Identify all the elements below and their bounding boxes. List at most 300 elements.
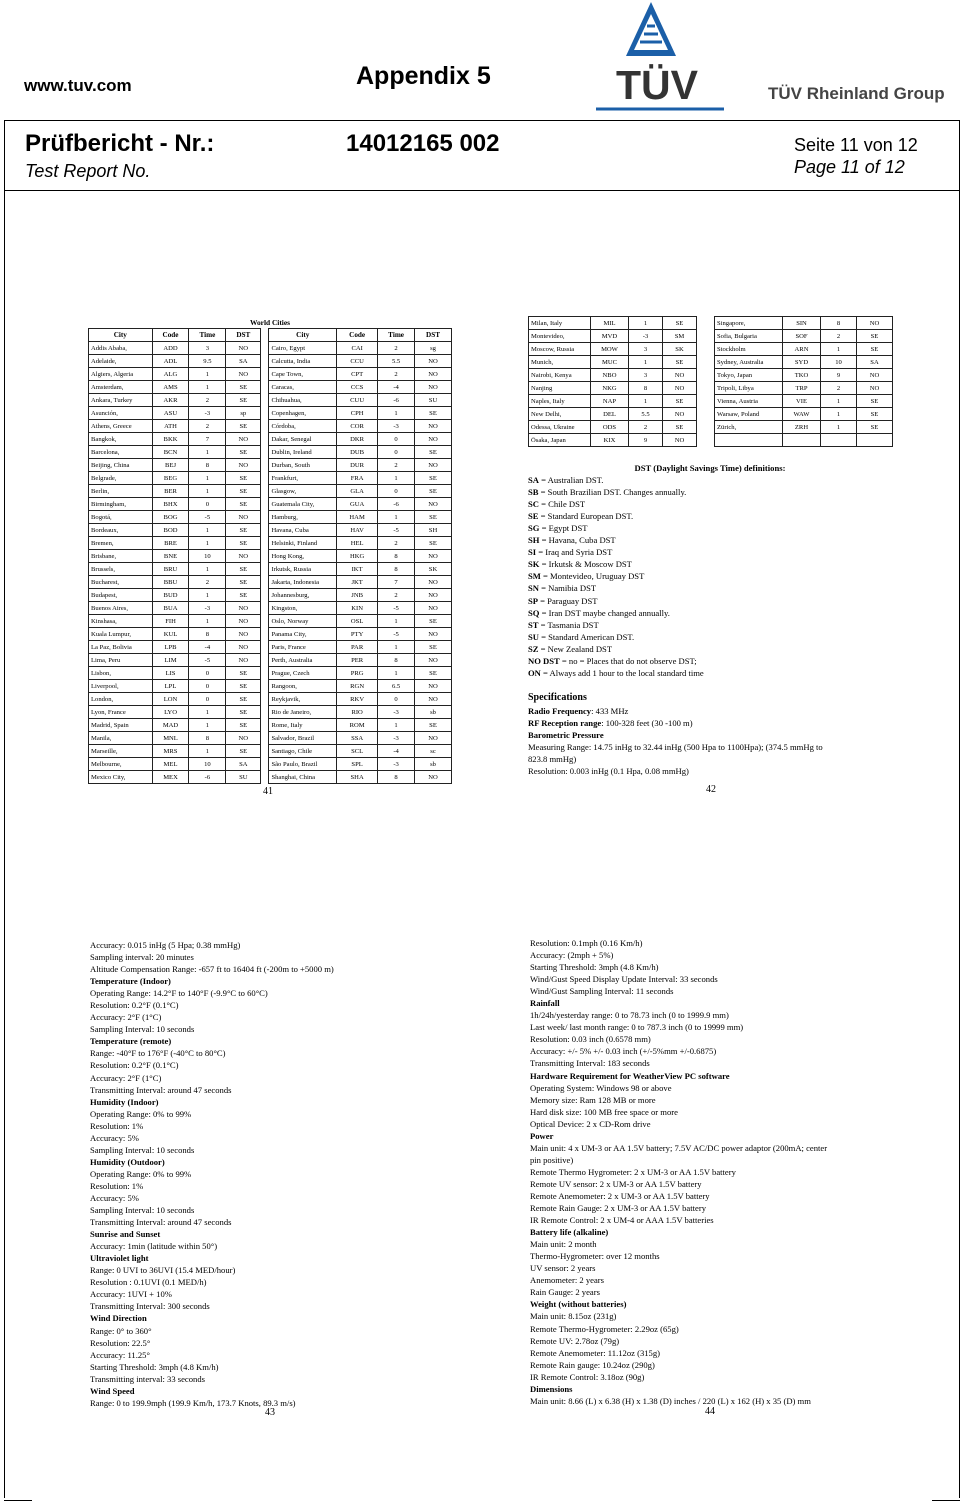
code-cell: LIM bbox=[152, 654, 189, 667]
line-text: Remote Rain Gauge: 2 x UM-3 or AA 1.5V battery bbox=[530, 1203, 706, 1214]
table-row bbox=[89, 407, 452, 420]
dst-cell: NO bbox=[226, 433, 261, 446]
line-text: Resolution: 1% bbox=[90, 1120, 144, 1131]
code-cell: KIN bbox=[337, 602, 378, 615]
line-text: Starting Threshold: 3mph (4.8 Km/h) bbox=[90, 1361, 219, 1372]
line-text: Resolution: 0.2°F (0.1°C) bbox=[90, 1000, 179, 1011]
code-cell: BEJ bbox=[152, 459, 189, 472]
time-cell: 2 bbox=[378, 342, 415, 355]
dst-cell: NO bbox=[226, 615, 261, 628]
dst-cell: SA bbox=[857, 356, 893, 369]
spec-line bbox=[530, 1395, 920, 1407]
dst-cell: SU bbox=[226, 771, 261, 784]
city-cell: Calcutta, India bbox=[269, 355, 337, 368]
dst-cell: NO bbox=[663, 434, 697, 447]
time-cell: -5 bbox=[378, 602, 415, 615]
line-text: Remote Rain gauge: 10.24oz (290g) bbox=[530, 1359, 655, 1370]
code-cell: CCU bbox=[337, 355, 378, 368]
spec-line bbox=[528, 729, 892, 741]
city-cell: Bremen, bbox=[89, 537, 153, 550]
website-url: www.tuv.com bbox=[24, 76, 132, 95]
table-row bbox=[89, 342, 452, 355]
dst-cell: NO bbox=[415, 602, 452, 615]
city-cell: Bangkok, bbox=[89, 433, 153, 446]
spec-line bbox=[90, 1120, 470, 1132]
city-cell: Warsaw, Poland bbox=[715, 408, 783, 421]
dst-cell: NO bbox=[415, 654, 452, 667]
spec-line bbox=[90, 1264, 470, 1276]
table-row bbox=[529, 395, 893, 408]
table-row bbox=[89, 667, 452, 680]
line-text: Range: 0 UVI to 36UVI (15.4 MED/hour) bbox=[90, 1265, 236, 1276]
spec-line bbox=[530, 1286, 920, 1298]
dst-cell: SK bbox=[663, 343, 697, 356]
col-code: Code bbox=[152, 329, 189, 342]
city-cell: Kingston, bbox=[269, 602, 337, 615]
time-cell: -5 bbox=[189, 654, 226, 667]
dst-definition bbox=[528, 498, 892, 510]
time-cell: 8 bbox=[378, 550, 415, 563]
line-text: : 433 MHz bbox=[591, 705, 629, 716]
city-cell: Irkutsk, Russia bbox=[269, 563, 337, 576]
time-cell: 0 bbox=[378, 485, 415, 498]
code-cell: SIN bbox=[783, 317, 821, 330]
line-text: Last week/ last month range: 0 to 787.3 inch (0 to 19999 mm) bbox=[530, 1022, 744, 1033]
dst-cell: NO bbox=[415, 771, 452, 784]
table-row bbox=[529, 356, 893, 369]
spec-line bbox=[90, 987, 470, 999]
spec-line bbox=[90, 1059, 470, 1071]
line-text: Resolution: 0.2°F (0.1°C) bbox=[90, 1060, 179, 1071]
line-label: Weight (without batteries) bbox=[530, 1299, 627, 1310]
line-text: : 100-328 feet (30 -100 m) bbox=[601, 717, 693, 728]
spec-line bbox=[528, 753, 892, 765]
spec-line bbox=[90, 1385, 470, 1397]
spec-line bbox=[530, 1178, 920, 1190]
city-cell: Caracas, bbox=[269, 381, 337, 394]
line-text: Starting Threshold: 3mph (4.8 Km/h) bbox=[530, 962, 659, 973]
code-cell: BRU bbox=[152, 563, 189, 576]
city-cell: Berlin, bbox=[89, 485, 153, 498]
spec-line bbox=[530, 1323, 920, 1335]
spec-line bbox=[90, 1312, 470, 1324]
city-cell: Guatemala City, bbox=[269, 498, 337, 511]
line-text: Accuracy: 2°F (1°C) bbox=[90, 1072, 162, 1083]
dst-cell: SE bbox=[415, 446, 452, 459]
spec-line bbox=[90, 1373, 470, 1385]
time-cell: 8 bbox=[378, 771, 415, 784]
line-label: ST bbox=[528, 619, 539, 630]
spec-line bbox=[90, 1337, 470, 1349]
dst-cell: NO bbox=[226, 732, 261, 745]
spec-line bbox=[530, 973, 920, 985]
time-cell: -6 bbox=[378, 498, 415, 511]
code-cell: BER bbox=[152, 485, 189, 498]
code-cell: ROM bbox=[337, 719, 378, 732]
spec-line bbox=[90, 1361, 470, 1373]
code-cell: FIH bbox=[152, 615, 189, 628]
time-cell: 2 bbox=[821, 382, 857, 395]
dst-cell: SE bbox=[226, 719, 261, 732]
dst-cell: SE bbox=[857, 330, 893, 343]
code-cell: BNE bbox=[152, 550, 189, 563]
city-cell: Asunción, bbox=[89, 407, 153, 420]
line-text: Accuracy: 5% bbox=[90, 1132, 139, 1143]
spec-line bbox=[530, 1106, 920, 1118]
spec-line bbox=[530, 1310, 920, 1322]
dst-definition bbox=[528, 631, 892, 643]
table-row bbox=[529, 369, 893, 382]
time-cell: 9 bbox=[821, 369, 857, 382]
dst-cell: NO bbox=[857, 317, 893, 330]
time-cell: 8 bbox=[378, 563, 415, 576]
table-row bbox=[89, 706, 452, 719]
spec-line bbox=[90, 1156, 470, 1168]
time-cell: 8 bbox=[629, 382, 663, 395]
dst-cell: SE bbox=[226, 524, 261, 537]
dst-cell: NO bbox=[226, 342, 261, 355]
spec-line bbox=[530, 937, 920, 949]
city-cell: São Paulo, Brazil bbox=[269, 758, 337, 771]
line-text: Accuracy: 11.25° bbox=[90, 1349, 150, 1360]
time-cell: 5.5 bbox=[378, 355, 415, 368]
line-text: IR Remote Control: 2 x UM-4 or AAA 1.5V batteries bbox=[530, 1215, 714, 1226]
time-cell: 1 bbox=[378, 407, 415, 420]
city-cell: Zürich, bbox=[715, 421, 783, 434]
dst-cell: sg bbox=[415, 342, 452, 355]
dst-cell: SK bbox=[415, 563, 452, 576]
city-cell: Odessa, Ukraine bbox=[529, 421, 591, 434]
spec-line bbox=[530, 1070, 920, 1082]
city-cell: Liverpool, bbox=[89, 680, 153, 693]
city-cell: Bordeaux, bbox=[89, 524, 153, 537]
spec-line bbox=[90, 939, 470, 951]
line-label: Ultraviolet light bbox=[90, 1253, 149, 1264]
dst-cell: NO bbox=[663, 408, 697, 421]
dst-cell: SE bbox=[226, 446, 261, 459]
table-row bbox=[89, 472, 452, 485]
time-cell: 2 bbox=[378, 589, 415, 602]
dst-cell: NO bbox=[226, 602, 261, 615]
dst-definition bbox=[528, 582, 892, 594]
time-cell: 1 bbox=[821, 421, 857, 434]
time-cell: 2 bbox=[629, 421, 663, 434]
time-cell: -3 bbox=[378, 758, 415, 771]
spec-line bbox=[90, 1035, 470, 1047]
code-cell: BOD bbox=[152, 524, 189, 537]
dst-cell: SE bbox=[415, 537, 452, 550]
spec-line bbox=[530, 1238, 920, 1250]
line-text: = South Brazilian DST. Changes annually. bbox=[538, 487, 687, 498]
code-cell: MAD bbox=[152, 719, 189, 732]
table-row bbox=[529, 408, 893, 421]
spec-line bbox=[90, 1216, 470, 1228]
line-text: = Irkutsk & Moscow DST bbox=[539, 559, 632, 570]
time-cell: 1 bbox=[378, 719, 415, 732]
dst-cell: NO bbox=[415, 628, 452, 641]
dst-cell: NO bbox=[415, 381, 452, 394]
line-label: SQ bbox=[528, 607, 540, 618]
spec-line bbox=[530, 1166, 920, 1178]
city-cell: Helsinki, Finland bbox=[269, 537, 337, 550]
logo-text: TÜV bbox=[616, 62, 698, 108]
dst-cell: NO bbox=[415, 693, 452, 706]
dst-cell: SE bbox=[226, 472, 261, 485]
city-cell: Addis Ababa, bbox=[89, 342, 153, 355]
dst-cell: NO bbox=[415, 433, 452, 446]
dst-cell: NO bbox=[415, 420, 452, 433]
line-label: Wind Direction bbox=[90, 1313, 147, 1324]
code-cell: CCS bbox=[337, 381, 378, 394]
spec-line bbox=[90, 1168, 470, 1180]
line-label: SP bbox=[528, 595, 539, 606]
line-text: Operating Range: 0% to 99% bbox=[90, 1108, 192, 1119]
code-cell: HKG bbox=[337, 550, 378, 563]
city-cell bbox=[715, 434, 783, 447]
dst-cell: SA bbox=[226, 758, 261, 771]
dst-cell: NO bbox=[226, 511, 261, 524]
line-text: Resolution : 0.1UVI (0.1 MED/h) bbox=[90, 1277, 207, 1288]
city-cell: London, bbox=[89, 693, 153, 706]
spec-line bbox=[530, 1190, 920, 1202]
spec-line bbox=[530, 1057, 920, 1069]
time-cell: -3 bbox=[189, 407, 226, 420]
table-row bbox=[89, 355, 452, 368]
dst-cell: SE bbox=[415, 667, 452, 680]
time-cell: -5 bbox=[189, 511, 226, 524]
city-cell: Lima, Peru bbox=[89, 654, 153, 667]
line-text: Operating Range: 0% to 99% bbox=[90, 1168, 192, 1179]
group-name: TÜV Rheinland Group bbox=[768, 84, 945, 103]
line-text: Range: 0° to 360° bbox=[90, 1325, 152, 1336]
dst-cell: NO bbox=[415, 459, 452, 472]
dst-cell: NO bbox=[415, 680, 452, 693]
city-cell: Stockholm bbox=[715, 343, 783, 356]
code-cell: CUU bbox=[337, 394, 378, 407]
specifications-title: Specifications bbox=[528, 691, 587, 703]
line-text: Remote Thermo-Hygrometer: 2.29oz (65g) bbox=[530, 1323, 679, 1334]
city-cell: Adelaide, bbox=[89, 355, 153, 368]
line-text: = Iran DST maybe changed annually. bbox=[539, 607, 670, 618]
code-cell: RKV bbox=[337, 693, 378, 706]
spec-line bbox=[530, 1226, 920, 1238]
city-cell: Sofia, Bulgaria bbox=[715, 330, 783, 343]
tuv-logo bbox=[596, 0, 736, 115]
page-42 bbox=[528, 316, 892, 777]
line-text: = Chile DST bbox=[539, 499, 586, 510]
code-cell: MOW bbox=[591, 343, 629, 356]
table-row bbox=[89, 446, 452, 459]
spec-line bbox=[530, 1154, 920, 1166]
code-cell: ZRH bbox=[783, 421, 821, 434]
city-cell: Dakar, Senegal bbox=[269, 433, 337, 446]
line-text: = Iraq and Syria DST bbox=[536, 547, 613, 558]
dst-cell: SE bbox=[226, 589, 261, 602]
line-text: = Montevideo, Uruguay DST bbox=[540, 571, 645, 582]
spec-line bbox=[530, 1021, 920, 1033]
table-row bbox=[89, 693, 452, 706]
line-label: SE bbox=[528, 511, 539, 522]
time-cell: 1 bbox=[378, 472, 415, 485]
city-cell: Barcelona, bbox=[89, 446, 153, 459]
report-number: 14012165 002 bbox=[346, 130, 500, 157]
city-cell: Córdoba, bbox=[269, 420, 337, 433]
line-text: Accuracy: 1min (latitude within 50°) bbox=[90, 1241, 218, 1252]
city-cell: Bogotá, bbox=[89, 511, 153, 524]
code-cell: IKT bbox=[337, 563, 378, 576]
line-text: Transmitting Interval: around 47 seconds bbox=[90, 1084, 232, 1095]
time-cell: 0 bbox=[378, 433, 415, 446]
time-cell: -4 bbox=[378, 745, 415, 758]
dst-cell: sc bbox=[415, 745, 452, 758]
time-cell: 3 bbox=[189, 342, 226, 355]
city-cell: Nairobi, Kenya bbox=[529, 369, 591, 382]
spec-line bbox=[530, 1335, 920, 1347]
time-cell: 1 bbox=[189, 524, 226, 537]
time-cell: 1 bbox=[189, 472, 226, 485]
dst-cell: NO bbox=[857, 369, 893, 382]
code-cell: MEL bbox=[152, 758, 189, 771]
time-cell: 9.5 bbox=[189, 355, 226, 368]
code-cell: PAR bbox=[337, 641, 378, 654]
city-cell: Rome, Italy bbox=[269, 719, 337, 732]
city-cell: Birmingham, bbox=[89, 498, 153, 511]
time-cell: 1 bbox=[189, 719, 226, 732]
dst-cell: SE bbox=[663, 356, 697, 369]
code-cell: LYO bbox=[152, 706, 189, 719]
appendix-title: Appendix 5 bbox=[356, 62, 491, 90]
line-text: Accuracy: (2mph + 5%) bbox=[530, 950, 614, 961]
code-cell: RIO bbox=[337, 706, 378, 719]
time-cell: 1 bbox=[821, 408, 857, 421]
line-label: Battery life (alkaline) bbox=[530, 1227, 609, 1238]
dst-definition bbox=[528, 667, 892, 679]
time-cell: 2 bbox=[378, 537, 415, 550]
line-text: Resolution: 1% bbox=[90, 1180, 144, 1191]
city-cell: Buenos Aires, bbox=[89, 602, 153, 615]
code-cell: LIS bbox=[152, 667, 189, 680]
spec-line bbox=[90, 1023, 470, 1035]
line-text: Memory size: Ram 128 MB or more bbox=[530, 1094, 656, 1105]
city-cell: Athens, Greece bbox=[89, 420, 153, 433]
table-row bbox=[89, 771, 452, 784]
table-row bbox=[89, 732, 452, 745]
code-cell: TRP bbox=[783, 382, 821, 395]
time-cell: -3 bbox=[378, 706, 415, 719]
city-cell: Melbourne, bbox=[89, 758, 153, 771]
line-text: Main unit: 2 month bbox=[530, 1239, 597, 1250]
dst-cell: NO bbox=[415, 732, 452, 745]
dst-cell: SE bbox=[226, 576, 261, 589]
line-label: SH bbox=[528, 535, 540, 546]
dst-definition bbox=[528, 534, 892, 546]
line-text: Resolution: 0.003 inHg (0.1 Hpa, 0.08 mmHg) bbox=[528, 766, 689, 777]
line-text: = Namibia DST bbox=[539, 583, 597, 594]
spec-line bbox=[530, 1383, 920, 1395]
city-cell: Nanjing bbox=[529, 382, 591, 395]
city-cell: Perth, Australia bbox=[269, 654, 337, 667]
table-row bbox=[89, 615, 452, 628]
spec-line bbox=[90, 1228, 470, 1240]
table-row bbox=[89, 680, 452, 693]
triangle-logo-icon bbox=[626, 2, 676, 56]
spec-line bbox=[530, 1142, 920, 1154]
spec-line bbox=[530, 1274, 920, 1286]
time-cell: 1 bbox=[189, 745, 226, 758]
line-label: SB bbox=[528, 487, 539, 498]
code-cell: BOG bbox=[152, 511, 189, 524]
dst-definition bbox=[528, 643, 892, 655]
dst-cell: SE bbox=[226, 537, 261, 550]
code-cell: SOF bbox=[783, 330, 821, 343]
time-cell: 8 bbox=[189, 459, 226, 472]
code-cell: SHA bbox=[337, 771, 378, 784]
line-text: Sampling Interval: 10 seconds bbox=[90, 1144, 195, 1155]
code-cell: JNB bbox=[337, 589, 378, 602]
dst-cell: SE bbox=[415, 472, 452, 485]
time-cell: 1 bbox=[189, 381, 226, 394]
time-cell: -4 bbox=[378, 381, 415, 394]
table-row bbox=[89, 381, 452, 394]
page-number-42: 42 bbox=[706, 784, 716, 795]
code-cell: SCL bbox=[337, 745, 378, 758]
time-cell: -3 bbox=[378, 732, 415, 745]
col-time: Time bbox=[189, 329, 226, 342]
city-cell: Manila, bbox=[89, 732, 153, 745]
time-cell: 6.5 bbox=[378, 680, 415, 693]
line-text: Transmitting Interval: 183 seconds bbox=[530, 1058, 650, 1069]
city-cell: Paris, France bbox=[269, 641, 337, 654]
city-cell: Santiago, Chile bbox=[269, 745, 337, 758]
spec-line bbox=[530, 961, 920, 973]
code-cell: DUR bbox=[337, 459, 378, 472]
table-row bbox=[89, 394, 452, 407]
code-cell: BKK bbox=[152, 433, 189, 446]
city-cell: Copenhagen, bbox=[269, 407, 337, 420]
dst-cell: NO bbox=[226, 368, 261, 381]
code-cell: COR bbox=[337, 420, 378, 433]
city-cell: Ōsaka, Japan bbox=[529, 434, 591, 447]
line-text: 823.8 mmHg) bbox=[528, 754, 577, 765]
dst-title: DST (Daylight Savings Time) definitions: bbox=[634, 463, 786, 473]
line-label: SN bbox=[528, 583, 539, 594]
spec-line bbox=[90, 1276, 470, 1288]
dst-cell: SE bbox=[857, 395, 893, 408]
spec-line bbox=[530, 985, 920, 997]
spec-line bbox=[90, 1252, 470, 1264]
city-cell: Brussels, bbox=[89, 563, 153, 576]
table-row bbox=[89, 511, 452, 524]
line-label: RF Reception range bbox=[528, 717, 602, 728]
line-text: = Always add 1 hour to the local standard time bbox=[540, 667, 704, 678]
table-row bbox=[89, 368, 452, 381]
report-label: Prüfbericht - Nr.: bbox=[25, 130, 215, 157]
time-cell: -3 bbox=[189, 602, 226, 615]
time-cell: 1 bbox=[378, 641, 415, 654]
line-label: Hardware Requirement for WeatherView PC software bbox=[530, 1070, 730, 1081]
code-cell: CAI bbox=[337, 342, 378, 355]
dst-cell: SE bbox=[857, 343, 893, 356]
code-cell: CPH bbox=[337, 407, 378, 420]
code-cell: MEX bbox=[152, 771, 189, 784]
line-text: Sampling interval: 20 minutes bbox=[90, 952, 194, 963]
code-cell: NKG bbox=[591, 382, 629, 395]
dst-cell: SE bbox=[226, 485, 261, 498]
time-cell: 2 bbox=[378, 459, 415, 472]
line-text: Accuracy: 2°F (1°C) bbox=[90, 1012, 162, 1023]
spec-line bbox=[90, 1397, 470, 1409]
spec-line bbox=[528, 717, 892, 729]
